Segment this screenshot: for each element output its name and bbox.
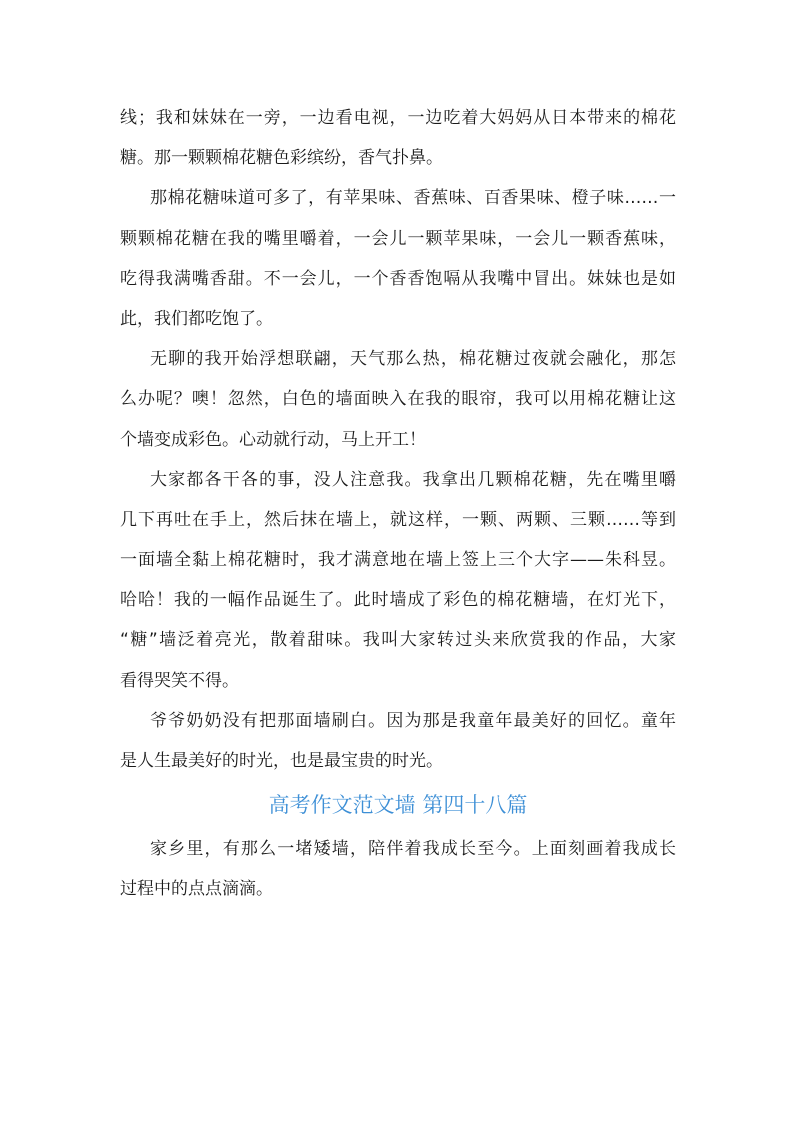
text-line: 家乡里，有那么一堵矮墙，陪伴着我成长至今。上面刻画着我成长 [150,839,676,860]
text-line: “糖”墙泛着亮光，散着甜味。我叫大家转过头来欣赏我的作品，大家 [120,630,676,651]
text-line: 此，我们都吃饱了。 [120,308,273,329]
document-body [120,98,676,910]
text-line: 一面墙全黏上棉花糖时，我才满意地在墙上签上三个大字——朱科昱。 [120,550,676,571]
paragraph [120,178,676,339]
text-line: 几下再吐在手上，然后抹在墙上，就这样，一颗、两颗、三颗……等到 [120,509,676,530]
section-heading: 高考作文范文墙 第四十八篇 [268,793,528,818]
paragraph [120,829,676,909]
text-line: 看得哭笑不得。 [120,670,239,691]
paragraph [120,460,676,701]
text-line: 糖。那一颗颗棉花糖色彩缤纷，香气扑鼻。 [120,148,443,169]
text-line: 颗颗棉花糖在我的嘴里嚼着，一会儿一颗苹果味，一会儿一颗香蕉味， [120,228,676,249]
text-line: 大家都各干各的事，没人注意我。我拿出几颗棉花糖，先在嘴里嚼 [150,469,676,490]
text-line: 那棉花糖味道可多了，有苹果味、香蕉味、百香果味、橙子味……一 [150,188,676,209]
paragraph [120,98,676,178]
paragraph [120,339,676,460]
paragraph [120,701,676,781]
text-line: 无聊的我开始浮想联翩，天气那么热，棉花糖过夜就会融化，那怎 [150,349,676,370]
text-line: 么办呢？噢！忽然，白色的墙面映入在我的眼帘，我可以用棉花糖让这 [120,389,676,410]
text-line: 爷爷奶奶没有把那面墙刷白。因为那是我童年最美好的回忆。童年 [150,710,676,731]
text-line: 线；我和妹妹在一旁，一边看电视，一边吃着大妈妈从日本带来的棉花 [120,108,676,128]
text-line: 吃得我满嘴香甜。不一会儿，一个香香饱嗝从我嘴中冒出。妹妹也是如 [120,268,676,289]
text-line: 是人生最美好的时光，也是最宝贵的时光。 [120,751,443,771]
text-line: 过程中的点点滴滴。 [120,879,273,900]
text-line: 哈哈！我的一幅作品诞生了。此时墙成了彩色的棉花糖墙，在灯光下， [120,590,676,611]
text-line: 个墙变成彩色。心动就行动，马上开工！ [120,429,426,450]
